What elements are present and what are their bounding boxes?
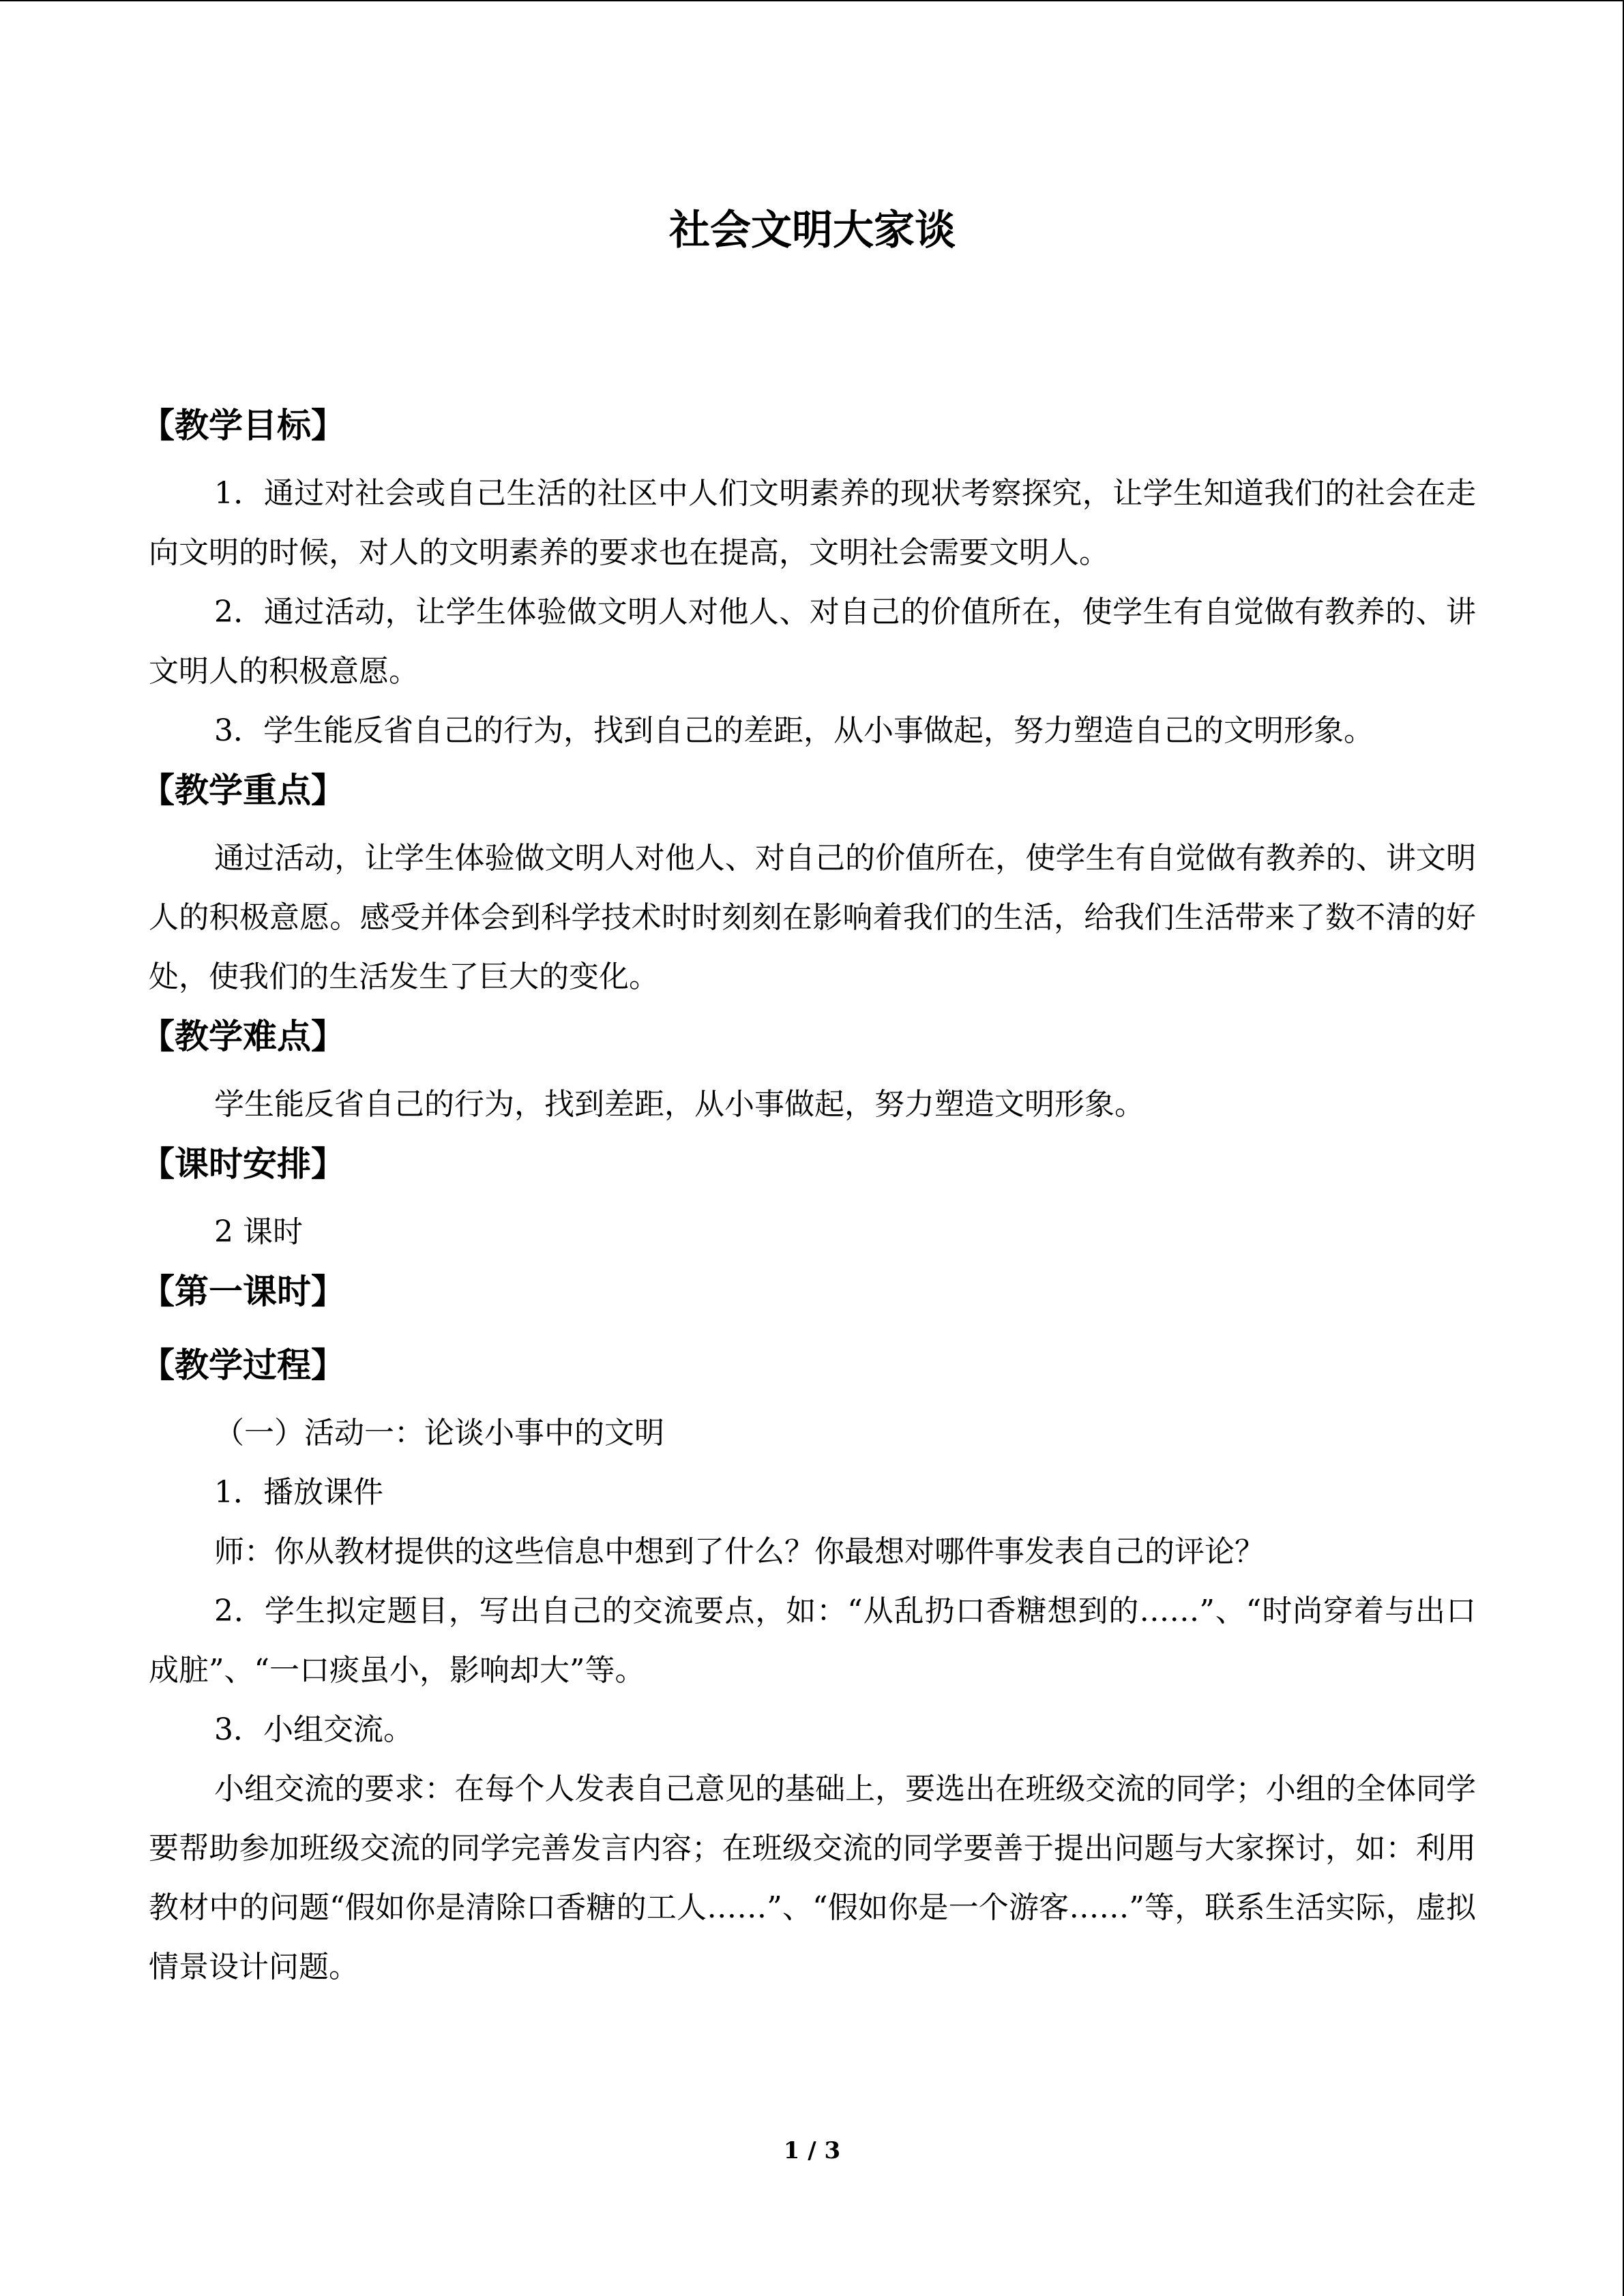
goals-paragraph-1: 1．通过对社会或自己生活的社区中人们文明素养的现状考察探究，让学生知道我们的社会在走向文明的时候，对人的文明素养的要求也在提高，文明社会需要文明人。: [149, 476, 1476, 570]
goals-paragraph-3: 3．学生能反省自己的行为，找到自己的差距，从小事做起，努力塑造自己的文明形象。: [214, 713, 1374, 748]
process-paragraph-4: 2．学生拟定题目，写出自己的交流要点，如：“从乱扔口香糖想到的……”、“时尚穿着与出口成脏”、“一口痰虽小，影响却大”等。: [149, 1594, 1476, 1688]
process-paragraph-5: 3．小组交流。: [214, 1712, 413, 1747]
heading-key-points: 【教学重点】: [141, 771, 345, 810]
section-goals: [141, 405, 1476, 760]
section-schedule: [141, 1144, 1476, 1262]
spacer: [149, 1330, 1476, 1345]
heading-goals: 【教学目标】: [141, 406, 345, 445]
schedule-paragraph: 2 课时: [214, 1214, 303, 1249]
section-key-points: [141, 770, 1476, 1007]
difficulties-paragraph: 学生能反省自己的行为，找到差距，从小事做起，努力塑造文明形象。: [214, 1087, 1145, 1122]
goals-paragraph-2: 2．通过活动，让学生体验做文明人对他人、对自己的价值所在，使学生有自觉做有教养的、讲文明人的积极意愿。: [149, 595, 1476, 689]
section-first-lesson: [141, 1271, 1476, 1312]
process-paragraph-6: 小组交流的要求：在每个人发表自己意见的基础上，要选出在班级交流的同学；小组的全体同学要帮助参加班级交流的同学完善发言内容；在班级交流的同学要善于提出问题与大家探讨，如：利用教材中的问题“假如你是清除口香糖的工人……”、“假如你是一个游客……”等，联系生活实际，虚拟情景设计问题。: [149, 1772, 1476, 1984]
section-process: [141, 1345, 1476, 1997]
page-indicator: 1 / 3: [783, 2137, 841, 2164]
process-paragraph-3: 师：你从教材提供的这些信息中想到了什么？你最想对哪件事发表自己的评论？: [214, 1534, 1265, 1569]
process-paragraph-2: 1．播放课件: [214, 1475, 383, 1510]
heading-difficulties: 【教学难点】: [141, 1017, 345, 1056]
heading-first-lesson: 【第一课时】: [141, 1272, 345, 1311]
heading-schedule: 【课时安排】: [141, 1144, 345, 1184]
document-title: 社会文明大家谈: [669, 207, 956, 254]
heading-process: 【教学过程】: [141, 1345, 345, 1385]
process-paragraph-1: （一）活动一：论谈小事中的文明: [214, 1416, 664, 1450]
section-difficulties: [141, 1016, 1476, 1134]
key-points-paragraph: 通过活动，让学生体验做文明人对他人、对自己的价值所在，使学生有自觉做有教养的、讲文明人的积极意愿。感受并体会到科学技术时时刻刻在影响着我们的生活，给我们生活带来了数不清的好处，使我们的生活发生了巨大的变化。: [149, 841, 1476, 994]
document-content: [141, 206, 1476, 2006]
